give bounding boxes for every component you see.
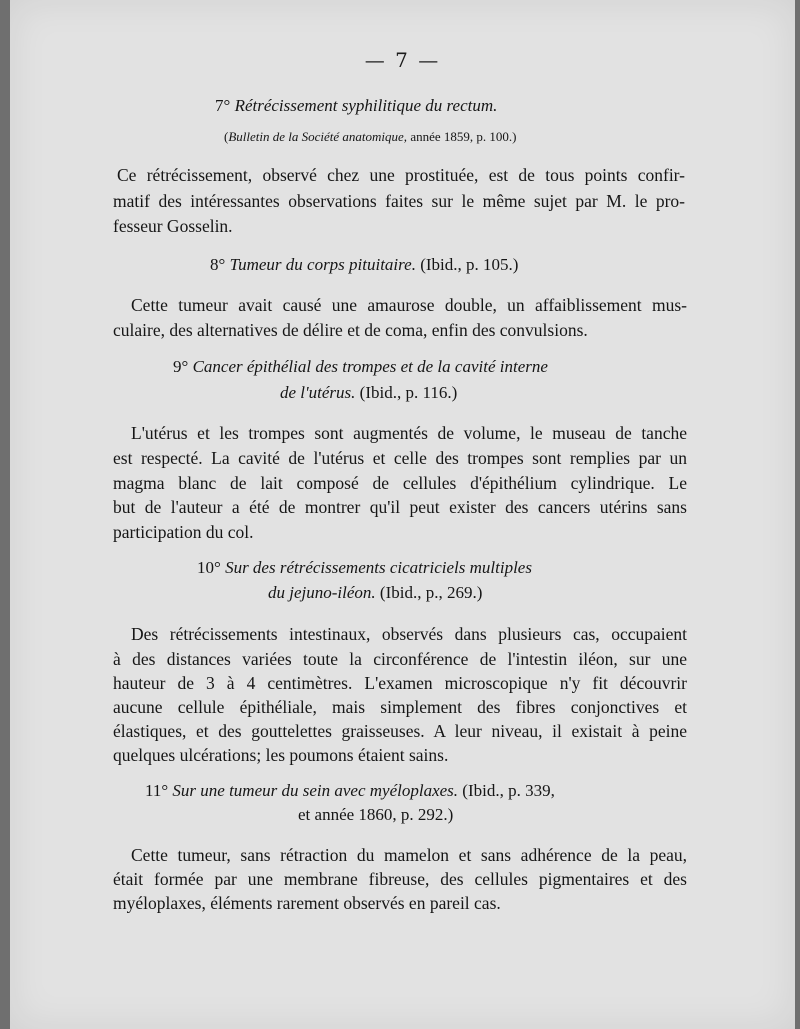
section-11-title-line2 bbox=[298, 805, 453, 825]
section-10-title-line2 bbox=[268, 583, 482, 603]
section-11-heading: Sur une tumeur du sein avec myéloplaxes. bbox=[172, 781, 459, 800]
section-10-heading: Sur des rétrécissements cicatriciels multiples bbox=[225, 558, 532, 577]
section-7-para-line: matif des intéressantes observations faites sur le même sujet par M. le pro- bbox=[113, 191, 685, 211]
section-9-para-line: participation du col. bbox=[113, 522, 254, 542]
section-7-para-line: fesseur Gosselin. bbox=[113, 216, 233, 236]
section-10-number: 10° bbox=[197, 558, 221, 577]
section-9-title-line2 bbox=[280, 383, 457, 403]
section-8-heading: Tumeur du corps pituitaire. bbox=[229, 255, 416, 274]
section-8-para-line: culaire, des alternatives de délire et de coma, enfin des convulsions. bbox=[113, 320, 588, 340]
section-10-para-line: aucune cellule épithéliale, mais simplement des fibres conjonctives et bbox=[113, 697, 687, 717]
section-11-para-line: Cette tumeur, sans rétraction du mamelon et sans adhérence de la peau, bbox=[131, 845, 687, 865]
section-8-para-line: Cette tumeur avait causé une amaurose double, un affaiblissement mus- bbox=[131, 295, 687, 315]
section-10-para-line: à des distances variées toute la circonférence de l'intestin iléon, sur une bbox=[113, 649, 687, 669]
section-11-para-line: myéloplaxes, éléments rarement observés en pareil cas. bbox=[113, 893, 501, 913]
section-7-source-ref: année 1859, p. 100.) bbox=[407, 129, 517, 144]
section-11-para-line: était formée par une membrane fibreuse, des cellules pigmentaires et des bbox=[113, 869, 687, 889]
section-9-para-line: but de l'auteur a été de montrer qu'il peut exister des cancers utérins sans bbox=[113, 497, 687, 517]
section-7-title bbox=[215, 96, 497, 116]
section-10-para-line: Des rétrécissements intestinaux, observés dans plusieurs cas, occupaient bbox=[131, 624, 687, 644]
section-7-heading: Rétrécissement syphilitique du rectum. bbox=[234, 96, 498, 115]
section-10-ref: (Ibid., p., 269.) bbox=[379, 583, 483, 602]
section-11-number: 11° bbox=[145, 781, 169, 800]
section-9-heading-cont: de l'utérus. bbox=[280, 383, 356, 402]
section-11-title bbox=[145, 781, 555, 801]
section-9-para-line: magma blanc de lait composé de cellules d'épithélium cylindrique. Le bbox=[113, 473, 687, 493]
section-9-ref: (Ibid., p. 116.) bbox=[359, 383, 458, 402]
section-10-title bbox=[197, 558, 532, 578]
section-9-heading: Cancer épithélial des trompes et de la cavité interne bbox=[192, 357, 548, 376]
page-number: — 7 — bbox=[364, 48, 441, 72]
section-10-para-line: élastiques, et des gouttelettes graisseuses. A leur niveau, il existait à peine bbox=[113, 721, 687, 741]
section-8-ref: (Ibid., p. 105.) bbox=[420, 255, 519, 274]
section-7-number: 7° bbox=[215, 96, 231, 115]
section-10-para-line: hauteur de 3 à 4 centimètres. L'examen microscopique n'y fit découvrir bbox=[113, 673, 687, 693]
document-page bbox=[10, 0, 795, 1029]
section-7-para-line: Ce rétrécissement, observé chez une prostituée, est de tous points confir- bbox=[117, 165, 685, 185]
section-8-title bbox=[210, 255, 518, 275]
section-8-number: 8° bbox=[210, 255, 226, 274]
section-9-para-line: est respecté. La cavité de l'utérus et celle des trompes sont remplies par un bbox=[113, 448, 687, 468]
section-9-title bbox=[173, 357, 548, 377]
section-10-para-line: quelques ulcérations; les poumons étaient sains. bbox=[113, 745, 449, 765]
section-11-ref: (Ibid., p. 339, bbox=[462, 781, 555, 800]
section-9-para-line: L'utérus et les trompes sont augmentés de volume, le museau de tanche bbox=[131, 423, 687, 443]
section-10-heading-cont: du jejuno-iléon. bbox=[268, 583, 376, 602]
section-7-source: (Bulletin de la Société anatomique, année 1859, p. 100.) bbox=[224, 129, 517, 144]
section-9-number: 9° bbox=[173, 357, 189, 376]
section-7-source-journal: Bulletin de la Société anatomique, bbox=[228, 129, 408, 144]
section-11-ref-cont: et année 1860, p. 292.) bbox=[298, 805, 454, 824]
